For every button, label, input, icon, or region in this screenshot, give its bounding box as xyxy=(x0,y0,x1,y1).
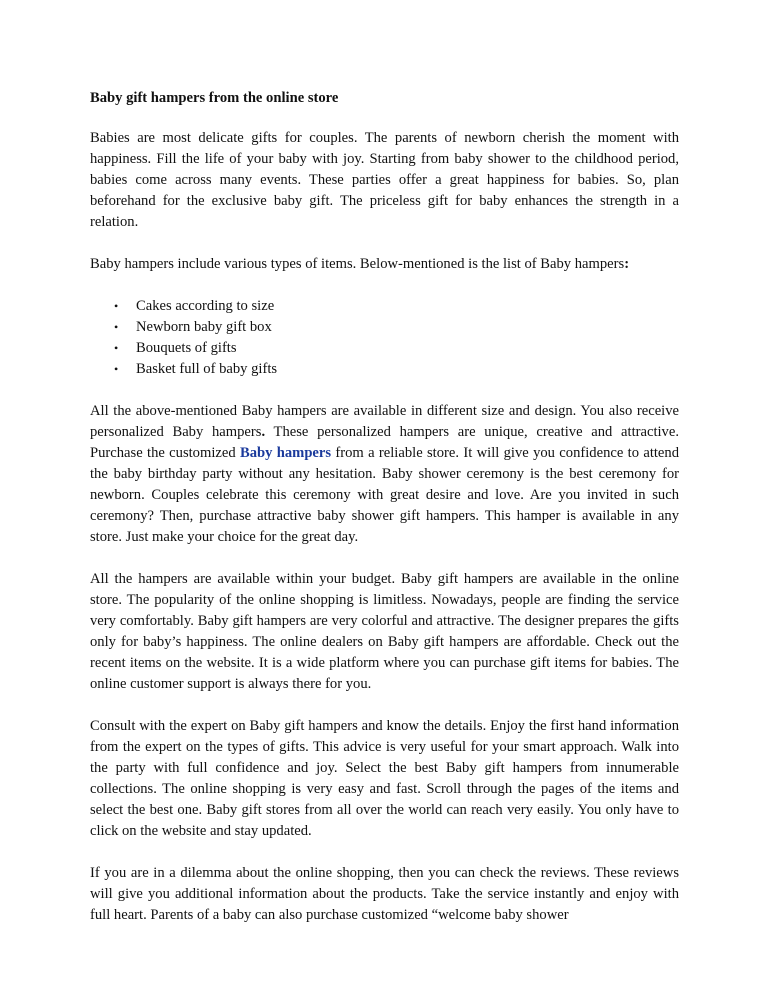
bullet-icon: • xyxy=(114,320,119,334)
paragraph-personalized-text-1: All the above-mentioned Baby hampers are available in different size and design. You also receive personalized Baby hampers xyxy=(90,403,679,440)
list-item-text: Cakes according to size xyxy=(136,298,275,314)
paragraph-intro: Babies are most delicate gifts for couples. The parents of newborn cherish the moment with happiness. Fill the life of your baby with joy. Starting from baby shower to the childhood period, babies come across many events. These parties offer a great happiness for babies. So, plan beforehand for the exclusive baby gift. The priceless gift for baby enhances the strength in a relation. xyxy=(90,130,679,230)
list-item xyxy=(90,338,679,359)
bullet-icon: • xyxy=(114,362,119,376)
paragraph-personalized-dot: . xyxy=(261,424,266,440)
paragraph-personalized xyxy=(90,401,679,548)
document-body xyxy=(90,88,679,947)
list-item-text: Newborn baby gift box xyxy=(136,319,272,335)
paragraph-personalized-text-3: from a reliable store. It will give you confidence to attend the baby birthday party without any hesitation. Baby shower ceremony is the best ceremony for newborn. Couples celebrate this ceremony with great desire and love. Are you invited in such ceremony? Then, purchase attractive baby shower gift hampers. This hamper is available in any store. Just make your choice for the great day. xyxy=(90,445,679,545)
document-title: Baby gift hampers from the online store xyxy=(90,90,339,106)
list-item xyxy=(90,296,679,317)
list-item xyxy=(90,359,679,380)
hamper-list xyxy=(90,296,679,380)
list-item-text: Bouquets of gifts xyxy=(136,340,237,356)
list-item xyxy=(90,317,679,338)
bullet-icon: • xyxy=(114,341,119,355)
list-intro-colon: : xyxy=(624,256,630,272)
paragraph-list-intro xyxy=(90,254,679,275)
baby-hampers-link[interactable]: Baby hampers xyxy=(239,445,332,461)
paragraph-budget: All the hampers are available within your budget. Baby gift hampers are available in the online store. The popularity of the online shopping is limitless. Nowadays, people are finding the service very comfortably. Baby gift hampers are very colorful and attractive. The designer prepares the gifts only for baby’s happiness. The online dealers on Baby gift hampers are affordable. Check out the recent items on the website. It is a wide platform where you can purchase gift items for babies. The online customer support is always there for you. xyxy=(90,571,679,692)
paragraph-personalized-text-2: These personalized hampers are unique, creative and attractive. Purchase the customized xyxy=(90,424,679,461)
list-intro-text: Baby hampers include various types of items. Below-mentioned is the list of Baby hampers xyxy=(90,256,625,272)
paragraph-expert: Consult with the expert on Baby gift hampers and know the details. Enjoy the first hand information from the expert on the types of gifts. This advice is very useful for your smart approach. Walk into the party with full confidence and joy. Select the best Baby gift hampers from innumerable collections. The online shopping is very easy and fast. Scroll through the pages of the items and select the best one. Baby gift stores from all over the world can reach very easily. You only have to click on the website and stay updated. xyxy=(90,718,679,839)
bullet-icon: • xyxy=(114,299,119,313)
list-item-text: Basket full of baby gifts xyxy=(136,361,278,377)
paragraph-reviews: If you are in a dilemma about the online shopping, then you can check the reviews. These reviews will give you additional information about the products. Take the service instantly and enjoy with full heart. Parents of a baby can also purchase customized “welcome baby shower xyxy=(90,865,679,923)
